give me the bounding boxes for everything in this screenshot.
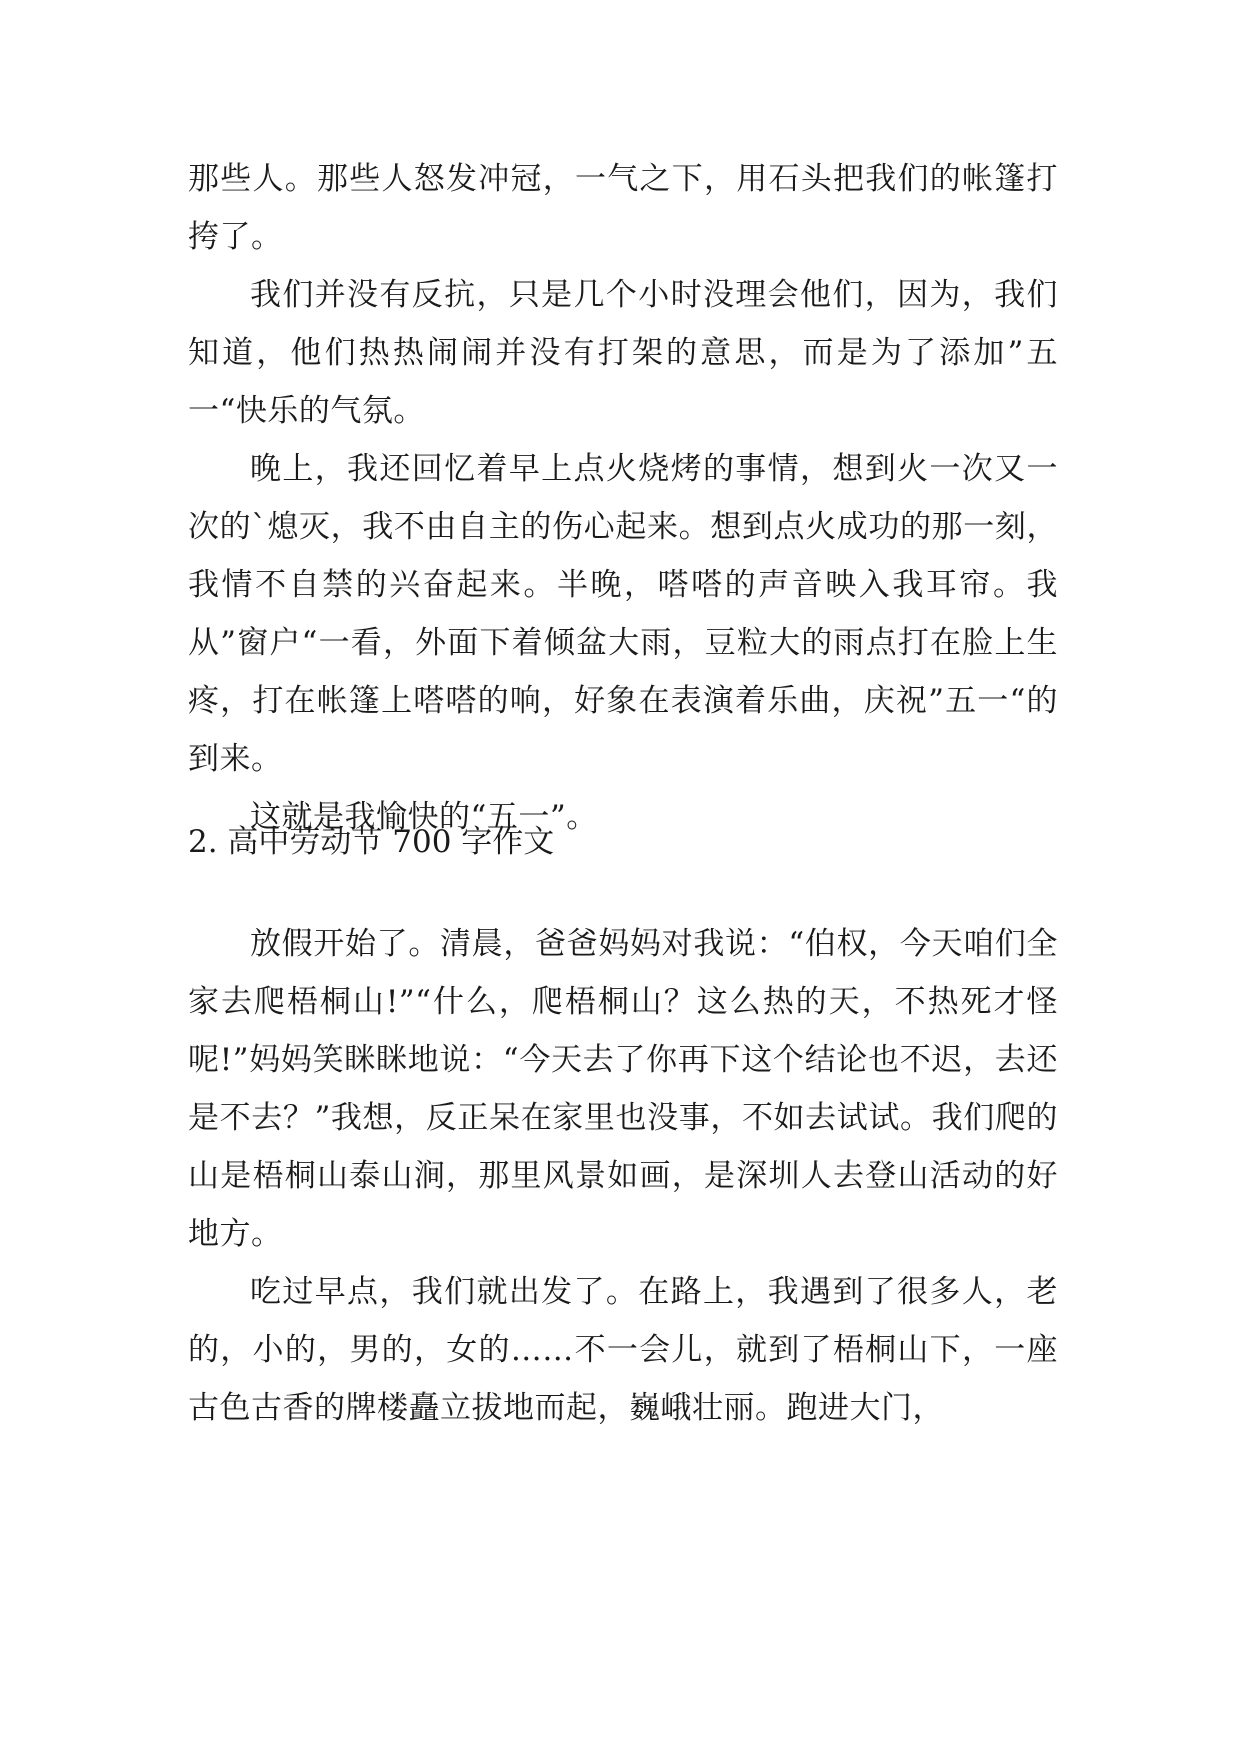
paragraph: 放假开始了。清晨，爸爸妈妈对我说：“伯权，今天咱们全家去爬梧桐山!”“什么，爬梧桐山？这么热的天，不热死才怪呢!”妈妈笑眯眯地说：“今天去了你再下这个结论也不迟，去还是不去？”我想，反正呆在家里也没事，不如去试试。我们爬的山是梧桐山泰山涧，那里风景如画，是深圳人去登山活动的好地方。 bbox=[188, 926, 1058, 1252]
paragraph: 我们并没有反抗，只是几个小时没理会他们，因为，我们知道，他们热热闹闹并没有打架的意思，而是为了添加”五一“快乐的气氛。 bbox=[188, 277, 1058, 429]
essay-continuation bbox=[188, 150, 1058, 846]
section-heading: 2. 高中劳动节 700 字作文 bbox=[188, 824, 555, 860]
paragraph: 吃过早点，我们就出发了。在路上，我遇到了很多人，老的，小的，男的，女的……不一会儿，就到了梧桐山下，一座古色古香的牌楼矗立拔地而起，巍峨壮丽。跑进大门， bbox=[188, 1274, 1058, 1426]
paragraph: 晚上，我还回忆着早上点火烧烤的事情，想到火一次又一次的`熄灭，我不由自主的伤心起来。想到点火成功的那一刻，我情不自禁的兴奋起来。半晚，嗒嗒的声音映入我耳帘。我从”窗户“一看，外面下着倾盆大雨，豆粒大的雨点打在脸上生疼，打在帐篷上嗒嗒的响，好象在表演着乐曲，庆祝”五一“的到来。 bbox=[188, 451, 1058, 777]
essay-body bbox=[188, 915, 1058, 1437]
paragraph-closing: 这就是我愉快的“五一”。 bbox=[250, 799, 598, 835]
paragraph-continuation: 那些人。那些人怒发冲冠，一气之下，用石头把我们的帐篷打挎了。 bbox=[188, 161, 1058, 255]
